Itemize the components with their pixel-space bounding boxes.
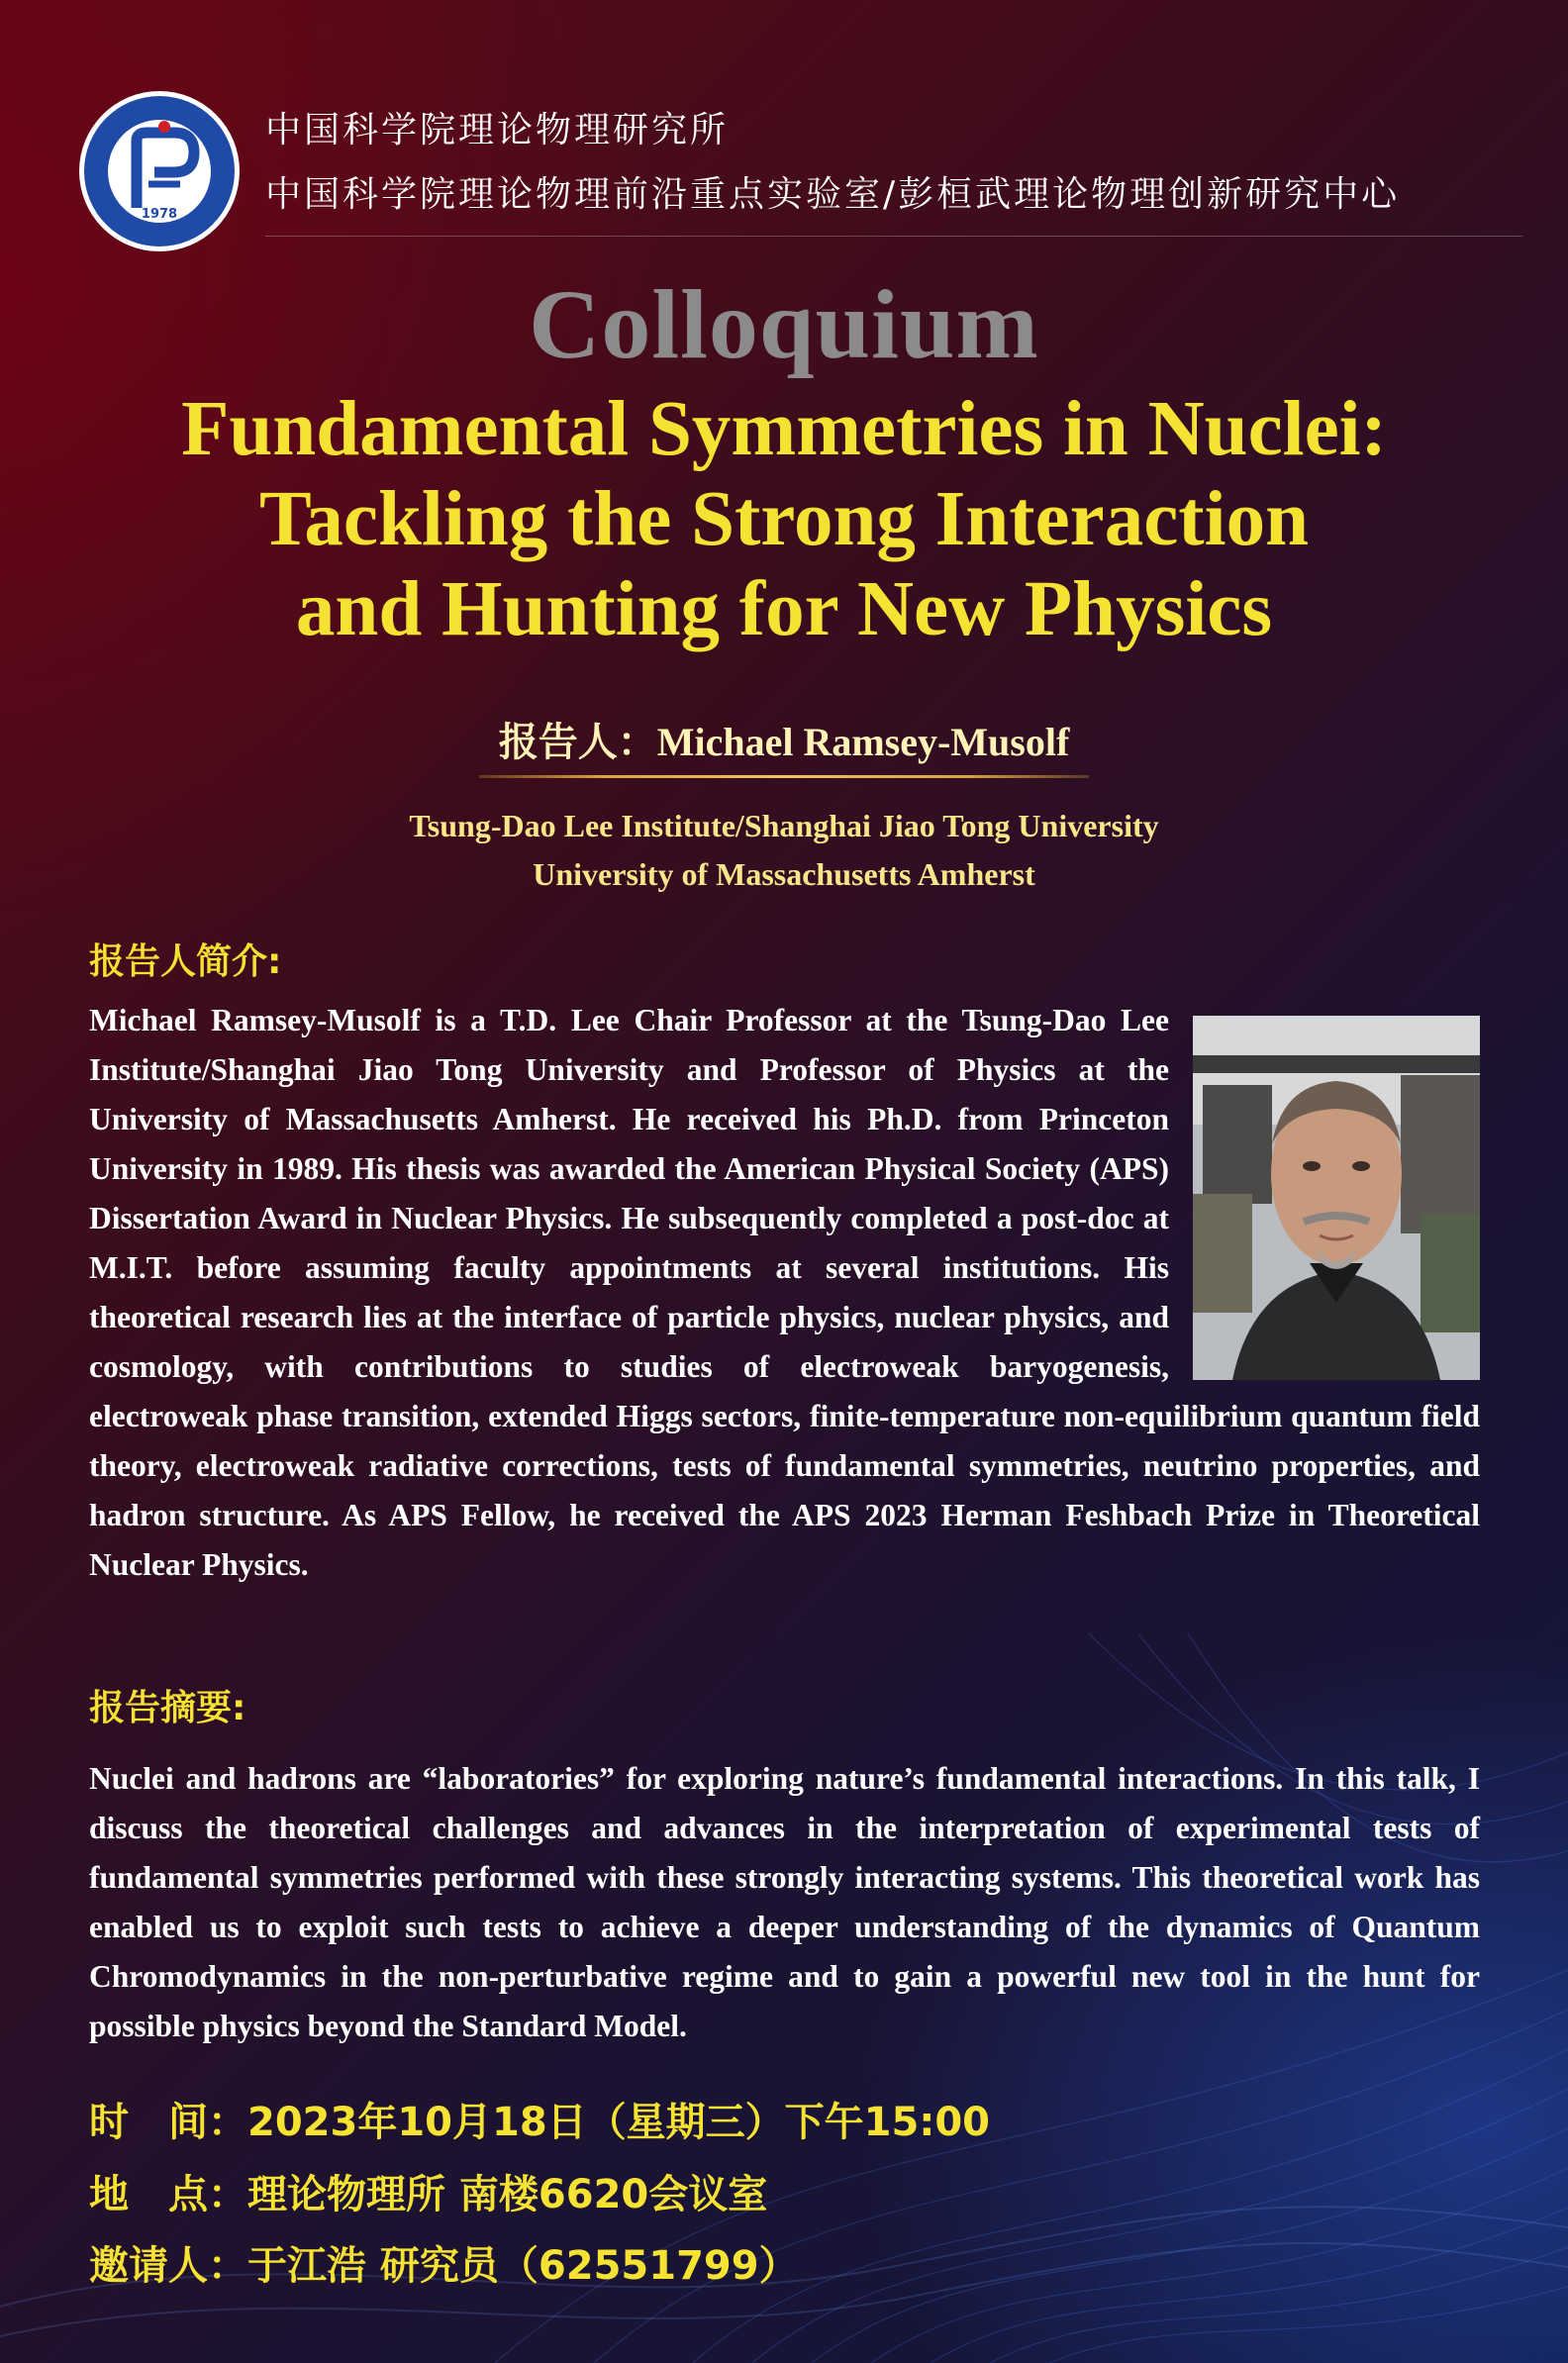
bio-heading: 报告人简介: <box>89 941 282 982</box>
host-value: 于江浩 研究员（62551799） <box>247 2243 799 2289</box>
title-line: and Hunting for New Physics <box>295 566 1273 652</box>
host-label: 邀请人： <box>89 2243 247 2289</box>
bio-text: Michael Ramsey-Musolf is a T.D. Lee Chair Professor at the Tsung-Dao Lee Institute/Shanghai Jiao Tong University and Professor of Physics at the University of Massachusetts Amherst. He received his Ph.D. from Princeton University in 1989. His thesis was awarded the American Physical Society (APS) Dissertation Award in Nuclear Physics. He subsequently completed a post-doc at M.I.T. before assuming faculty appointments at several institutions. His theoretical research lies at the interface of particle physics, nuclear physics, and cosmology, with contributions to studies of electroweak baryogenesis, electroweak phase transition, extended Higgs sectors, finite-temperature non-equilibrium quantum field theory, electroweak radiative corrections, tests of fundamental symmetries, neutrino properties, and hadron structure. As APS Fellow, he received the APS 2023 Herman Feshbach Prize in Theoretical Nuclear Physics. <box>89 1003 1480 1582</box>
place-label: 地 点： <box>89 2172 247 2217</box>
time-label: 时 间： <box>89 2100 247 2145</box>
header-divider <box>265 236 1522 237</box>
abstract-text: Nuclei and hadrons are “laboratories” for exploring nature’s fundamental interactions. In this talk, I discuss the theoretical challenges and advances in the interpretation of experimental tests of fundamental symmetries performed with these strongly interacting systems. This theoretical work has enabled us to exploit such tests to achieve a deeper understanding of the dynamics of Quantum Chromodynamics in the non-perturbative regime and to gain a powerful new tool in the hunt for possible physics beyond the Standard Model. <box>89 1761 1480 2043</box>
place-value: 理论物理所 南楼6620会议室 <box>247 2172 768 2217</box>
institute-logo <box>77 89 242 253</box>
laboratory-name: 中国科学院理论物理前沿重点实验室/彭桓武理论物理创新研究中心 <box>265 174 1401 215</box>
speaker-affiliation-2: University of Massachusetts Amherst <box>533 856 1035 892</box>
bio-section <box>89 996 1480 1590</box>
logo-year: 1978 <box>141 207 178 222</box>
place-row <box>89 2163 767 2219</box>
host-row <box>89 2234 799 2291</box>
title-line: Tackling the Strong Interaction <box>258 476 1310 562</box>
speaker-line <box>0 711 1568 767</box>
title-line: Fundamental Symmetries in Nuclei: <box>181 386 1387 472</box>
abstract-heading: 报告摘要: <box>89 1688 246 1728</box>
speaker-affiliation-1: Tsung-Dao Lee Institute/Shanghai Jiao Tong University <box>409 808 1159 843</box>
speaker-name: Michael Ramsey-Musolf <box>656 720 1070 764</box>
time-row <box>89 2091 990 2147</box>
time-value: 2023年10月18日（星期三）下午15:00 <box>247 2100 990 2145</box>
speaker-label: 报告人： <box>498 720 657 765</box>
talk-title <box>0 384 1568 654</box>
speaker-photo <box>1193 1016 1480 1380</box>
speaker-underline <box>479 775 1089 778</box>
speaker-portrait-image <box>1193 1016 1480 1380</box>
event-type: Colloquium <box>529 269 1039 379</box>
institute-name: 中国科学院理论物理研究所 <box>265 110 730 150</box>
